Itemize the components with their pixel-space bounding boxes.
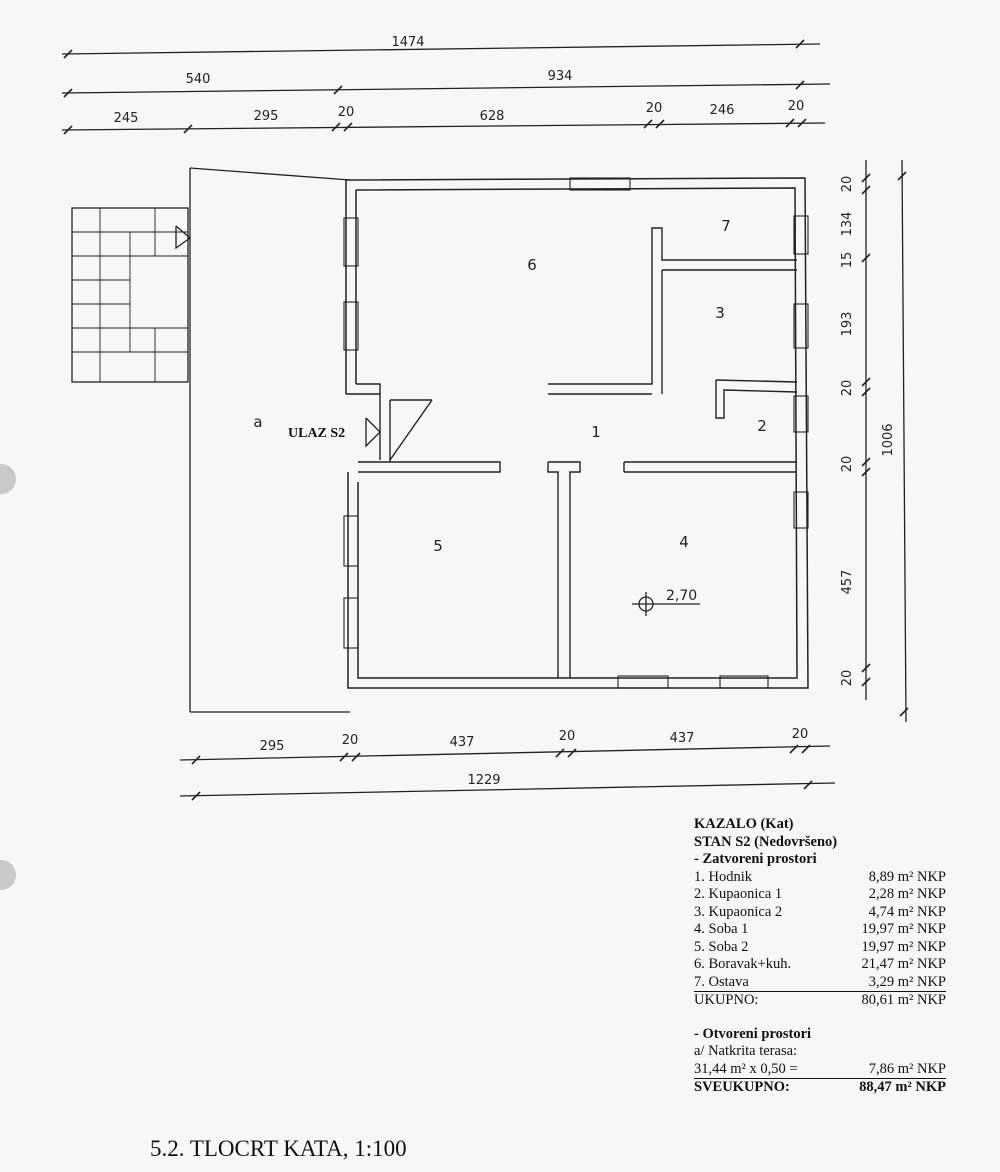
dim-top-third: 245 bbox=[113, 111, 139, 126]
dim-bottom-segment: 437 bbox=[669, 731, 695, 746]
dim-top-third: 20 bbox=[645, 101, 663, 116]
legend-table bbox=[694, 816, 946, 1097]
legend-room-area: 8,89 m² NKP bbox=[868, 868, 946, 885]
room-label: 3 bbox=[715, 304, 725, 322]
legend-room-area: 21,47 m² NKP bbox=[861, 956, 946, 972]
legend-room-name: 4. Soba 1 bbox=[694, 921, 749, 937]
legend-grand-total-value: 88,47 m² NKP bbox=[859, 1079, 946, 1095]
terrace-label: a bbox=[253, 413, 263, 431]
dim-right-total: 1006 bbox=[881, 423, 896, 457]
dim-bottom-segment: 437 bbox=[449, 735, 475, 750]
room-label: 7 bbox=[721, 217, 731, 235]
height-mark: 2,70 bbox=[666, 588, 698, 604]
legend-row bbox=[694, 904, 946, 922]
dim-top-third: 246 bbox=[709, 103, 735, 118]
legend-room-area: 19,97 m² NKP bbox=[861, 938, 946, 955]
room-label: 5 bbox=[433, 537, 443, 555]
legend-row bbox=[694, 956, 946, 974]
legend-room-name: 7. Ostava bbox=[694, 973, 749, 990]
dim-top-third: 20 bbox=[337, 105, 355, 120]
legend-room-area: 4,74 m² NKP bbox=[868, 903, 946, 920]
legend-terrace-row bbox=[694, 1061, 946, 1080]
room-label: 1 bbox=[591, 423, 601, 441]
legend-row bbox=[694, 939, 946, 957]
dim-right-segment: 20 bbox=[840, 175, 855, 193]
dim-top-total: 1474 bbox=[391, 35, 425, 50]
dim-right-segment: 20 bbox=[840, 379, 855, 397]
legend-terrace-label: a/ Natkrita terasa: bbox=[694, 1043, 798, 1059]
legend-row bbox=[694, 886, 946, 904]
dim-bottom-segment: 20 bbox=[791, 727, 809, 742]
drawing-caption: 5.2. TLOCRT KATA, 1:100 bbox=[150, 1136, 407, 1161]
legend-row bbox=[694, 869, 946, 887]
dim-top-third: 295 bbox=[253, 109, 279, 124]
legend-title: KAZALO (Kat) bbox=[694, 816, 794, 832]
legend-total-row bbox=[694, 992, 946, 1010]
dim-right-segment: 134 bbox=[840, 211, 855, 237]
dim-right-segment: 457 bbox=[840, 569, 855, 595]
legend-row bbox=[694, 974, 946, 993]
legend-total-label: UKUPNO: bbox=[694, 992, 759, 1008]
legend-room-name: 3. Kupaonica 2 bbox=[694, 903, 783, 920]
legend-room-name: 5. Soba 2 bbox=[694, 938, 749, 955]
legend-closed-heading: - Zatvoreni prostori bbox=[694, 851, 817, 867]
legend-room-area: 19,97 m² NKP bbox=[861, 921, 946, 937]
legend-room-name: 1. Hodnik bbox=[694, 868, 752, 885]
dim-right-segment: 193 bbox=[840, 311, 855, 337]
dim-top-third: 628 bbox=[479, 109, 505, 124]
dim-bottom-segment: 295 bbox=[259, 739, 285, 754]
legend-terrace-calc: 31,44 m² x 0,50 = bbox=[694, 1060, 798, 1077]
legend-room-name: 2. Kupaonica 1 bbox=[694, 886, 783, 902]
legend-terrace-value: 7,86 m² NKP bbox=[868, 1060, 946, 1077]
legend-room-area: 2,28 m² NKP bbox=[868, 886, 946, 902]
legend-open-heading: - Otvoreni prostori bbox=[694, 1025, 812, 1042]
entrance-label: ULAZ S2 bbox=[288, 426, 346, 441]
room-label: 2 bbox=[757, 417, 767, 435]
dim-right-segment: 20 bbox=[840, 669, 855, 687]
dim-bottom-total: 1229 bbox=[467, 773, 501, 788]
dim-bottom-segment: 20 bbox=[341, 733, 359, 748]
legend-subtitle: STAN S2 (Nedovršeno) bbox=[694, 833, 838, 850]
dim-top-second: 934 bbox=[547, 69, 573, 84]
dim-right-segment: 20 bbox=[840, 455, 855, 473]
legend-room-name: 6. Boravak+kuh. bbox=[694, 956, 792, 972]
dim-top-second: 540 bbox=[185, 72, 211, 87]
legend-total-value: 80,61 m² NKP bbox=[861, 992, 946, 1008]
dim-top-third: 20 bbox=[787, 99, 805, 114]
room-label: 6 bbox=[527, 256, 537, 274]
room-label: 4 bbox=[679, 533, 689, 551]
legend-row bbox=[694, 921, 946, 939]
legend-room-area: 3,29 m² NKP bbox=[868, 973, 946, 990]
legend-grand-total-row bbox=[694, 1079, 946, 1097]
dim-bottom-segment: 20 bbox=[558, 729, 576, 744]
legend-grand-total-label: SVEUKUPNO: bbox=[694, 1079, 790, 1095]
dim-right-segment: 15 bbox=[840, 251, 855, 269]
